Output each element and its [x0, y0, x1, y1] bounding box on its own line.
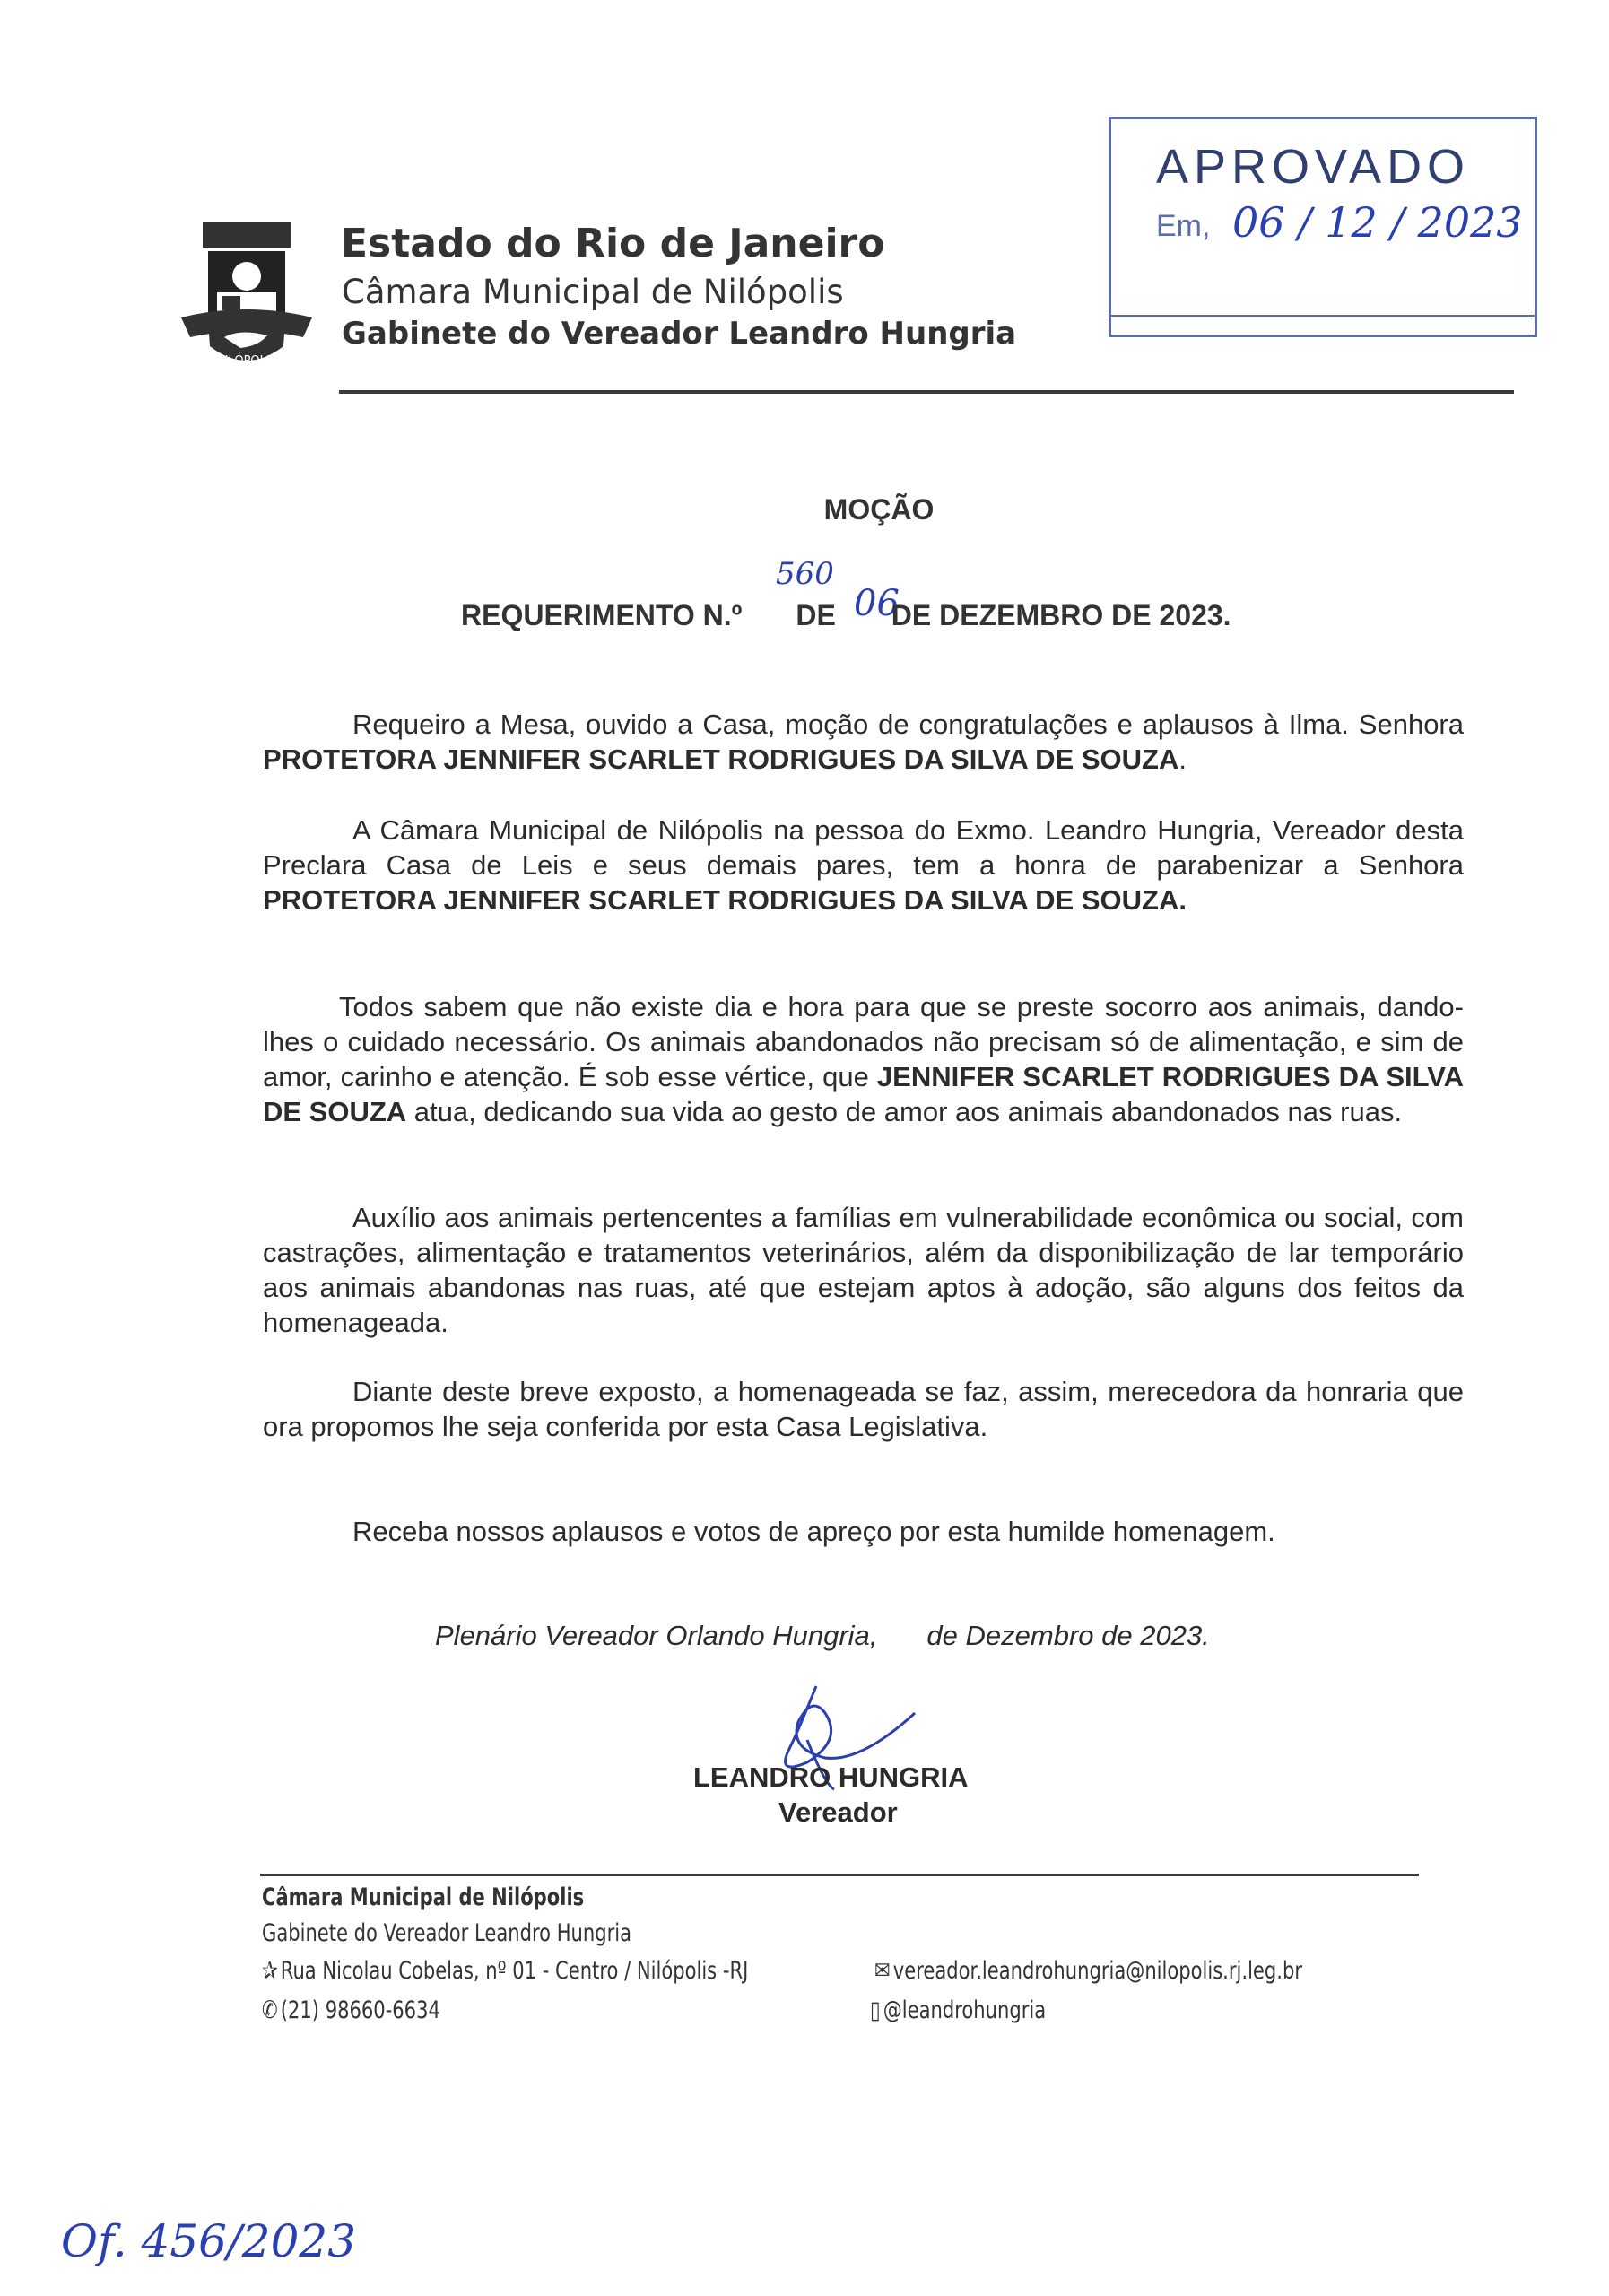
pin-icon: ✰: [262, 1957, 278, 1985]
req-rest: DE DEZEMBRO DE 2023.: [891, 599, 1231, 631]
footer-divider: [260, 1874, 1419, 1876]
req-de: DE: [796, 599, 836, 631]
handwritten-office-number: Of. 456/2023: [61, 2215, 357, 2267]
req-label: REQUERIMENTO N.º: [461, 599, 743, 631]
p5-text: Diante deste breve exposto, a homenageada se faz, assim, merecedora da honraria que ora propomos lhe seja conferida por esta Casa Legislativa.: [263, 1376, 1464, 1442]
p6-text: Receba nossos aplausos e votos de apreço por esta humilde homenagem.: [352, 1516, 1275, 1547]
stamp-line: [1111, 315, 1535, 317]
footer-chamber: Câmara Municipal de Nilópolis: [262, 1883, 585, 1911]
paragraph-1: [263, 707, 1464, 777]
honoree-name: JENNIFER SCARLET RODRIGUES DA SILVA DE SOUZA: [263, 1061, 1465, 1127]
date: de Dezembro de 2023.: [926, 1620, 1210, 1651]
p1-end: .: [1178, 744, 1187, 775]
honoree-name: PROTETORA JENNIFER SCARLET RODRIGUES DA SILVA DE SOUZA: [263, 744, 1179, 775]
req-day-handwritten: 06: [854, 583, 900, 624]
p3-end: atua, dedicando sua vida ao gesto de amor aos animais abandonados nas ruas.: [406, 1096, 1403, 1127]
paragraph-3: [263, 989, 1464, 1129]
header-divider: [339, 390, 1514, 394]
honoree-name: PROTETORA JENNIFER SCARLET RODRIGUES DA SILVA DE SOUZA.: [263, 884, 1187, 916]
paragraph-2: [263, 813, 1464, 918]
stamp-date: 06 / 12 / 2023: [1232, 198, 1523, 247]
paragraph-4: [263, 1200, 1464, 1340]
signer-role: Vereador: [778, 1796, 898, 1828]
header-chamber: Câmara Municipal de Nilópolis: [342, 273, 844, 311]
p1-text: Requeiro a Mesa, ouvido a Casa, moção de congratulações e aplausos à Ilma. Senhora: [352, 709, 1464, 740]
requerimento-line: [461, 599, 1231, 632]
p3-text: Todos sabem que não existe dia e hora para que se preste socorro aos animais, dando-lhes o cuidado necessário. Os animais abandonados não precisam só de alimentação, e sim de amor, carinho e atenção. É sob esse vértice, que: [263, 991, 1464, 1092]
paragraph-6: [263, 1514, 1464, 1549]
header-state: Estado do Rio de Janeiro: [341, 221, 885, 266]
footer-phone: [262, 1996, 440, 2024]
signer-name: LEANDRO HUNGRIA: [693, 1761, 969, 1793]
mobile-phone-icon: ▯: [870, 1996, 881, 2024]
crest-text: NILÓPOLIS: [216, 354, 277, 368]
stamp-em-label: Em,: [1156, 209, 1211, 243]
req-number-handwritten: 560: [776, 556, 834, 592]
email-text: vereador.leandrohungria@nilopolis.rj.leg.br: [892, 1957, 1302, 1985]
municipal-crest-logo: [178, 221, 316, 375]
header-office: Gabinete do Vereador Leandro Hungria: [342, 316, 1017, 352]
p2-text: A Câmara Municipal de Nilópolis na pessoa do Exmo. Leandro Hungria, Vereador desta Preclara Casa de Leis e seus demais pares, tem a honra de parabenizar a Senhora: [263, 814, 1464, 881]
stamp-border-bottom: [1111, 335, 1535, 337]
footer-social: [870, 1996, 1046, 2024]
stamp-title: APROVADO: [1156, 140, 1471, 194]
social-text: @leandrohungria: [883, 1996, 1047, 2024]
place: Plenário Vereador Orlando Hungria,: [435, 1620, 878, 1651]
footer-address: [262, 1957, 748, 1985]
approved-stamp: [1109, 117, 1537, 337]
p4-text: Auxílio aos animais pertencentes a famílias em vulnerabilidade econômica ou social, com castrações, alimentação e tratamentos veterinários, além da disponibilização de lar temporário aos animais abandonas nas ruas, até que estejam aptos à adoção, são alguns dos feitos da homenageada.: [263, 1202, 1464, 1338]
place-date-line: [435, 1620, 1210, 1652]
envelope-icon: ✉: [874, 1957, 891, 1985]
phone-text: (21) 98660-6634: [280, 1996, 440, 2024]
address-text: Rua Nicolau Cobelas, nº 01 - Centro / Nilópolis -RJ: [280, 1957, 749, 1985]
document-type: MOÇÃO: [823, 493, 935, 526]
paragraph-5: [263, 1374, 1464, 1444]
footer-email: [874, 1957, 1302, 1985]
footer-office: Gabinete do Vereador Leandro Hungria: [262, 1919, 632, 1947]
phone-icon: ✆: [262, 1996, 278, 2024]
